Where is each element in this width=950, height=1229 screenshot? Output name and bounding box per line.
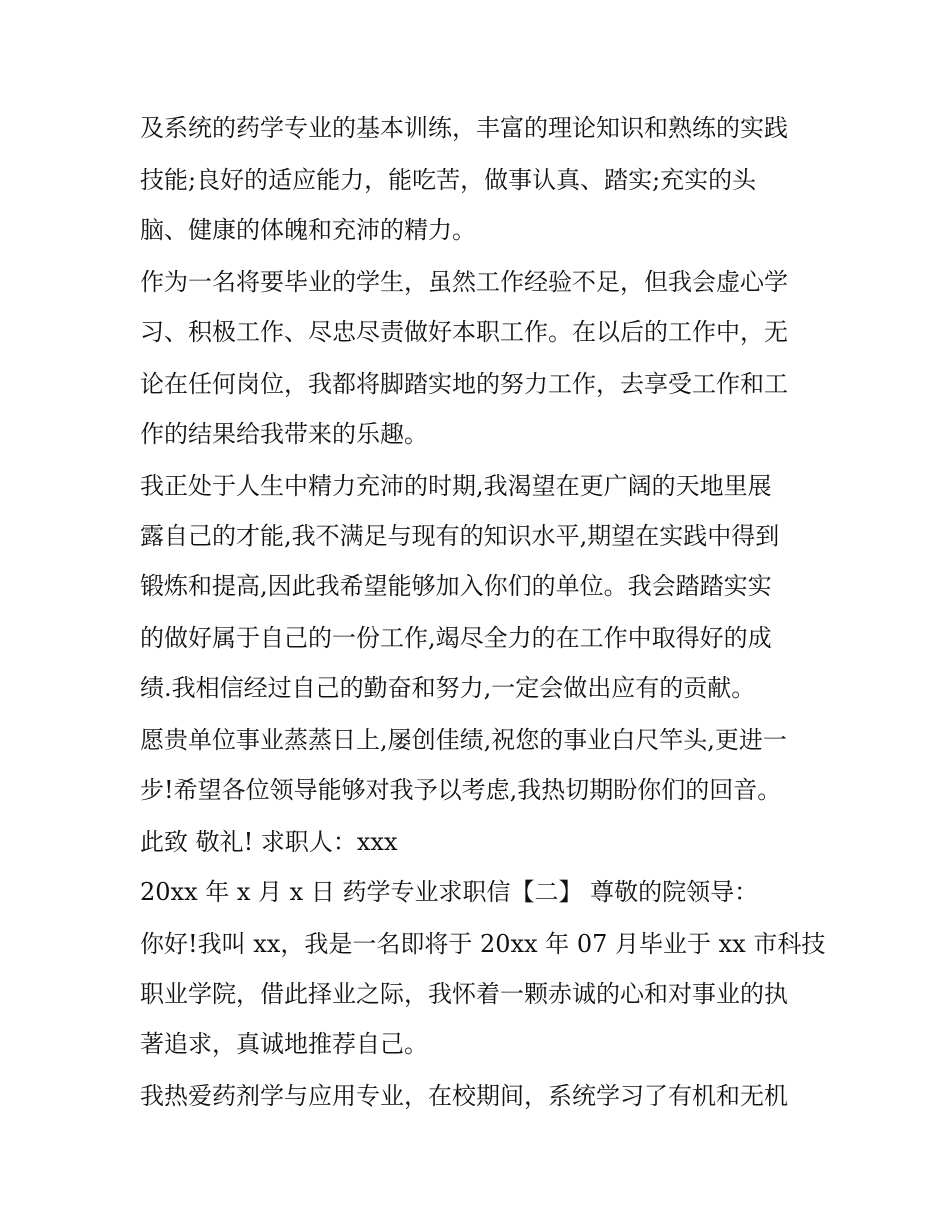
text-line: 步!希望各位领导能够对我予以考虑,我热切期盼你们的回音。: [140, 776, 782, 804]
text-line: 露自己的才能,我不满足与现有的知识水平,期望在实践中得到: [140, 522, 780, 550]
text-line: 作为一名将要毕业的学生，虽然工作经验不足，但我会虚心学: [140, 268, 788, 296]
text-line: 习、积极工作、尽忠尽责做好本职工作。在以后的工作中，无: [140, 318, 788, 346]
text-line: 的做好属于自己的一份工作,竭尽全力的在工作中取得好的成: [140, 624, 772, 652]
text-line: 职业学院，借此择业之际，我怀着一颗赤诚的心和对事业的执: [140, 980, 788, 1008]
text-line: 脑、健康的体魄和充沛的精力。: [140, 216, 476, 244]
text-line: 锻炼和提高,因此我希望能够加入你们的单位。我会踏踏实实: [140, 572, 772, 600]
text-line: 及系统的药学专业的基本训练，丰富的理论知识和熟练的实践: [140, 114, 788, 142]
text-line: 此致 敬礼! 求职人：xxx: [140, 828, 398, 856]
text-line: 作的结果给我带来的乐趣。: [140, 420, 428, 448]
text-line: 论在任何岗位，我都将脚踏实地的努力工作，去享受工作和工: [140, 370, 788, 398]
text-line: 愿贵单位事业蒸蒸日上,屡创佳绩,祝您的事业白尺竿头,更进一: [140, 726, 787, 754]
text-line: 绩.我相信经过自己的勤奋和努力,一定会做出应有的贡献。: [140, 674, 756, 702]
text-line: 我正处于人生中精力充沛的时期,我渴望在更广阔的天地里展: [140, 472, 772, 500]
text-line: 著追求，真诚地推荐自己。: [140, 1030, 428, 1058]
text-line: 20xx 年 x 月 x 日 药学专业求职信【二】 尊敬的院领导：: [140, 878, 759, 906]
text-line: 我热爱药剂学与应用专业，在校期间，系统学习了有机和无机: [140, 1082, 788, 1110]
text-line: 技能;良好的适应能力，能吃苦，做事认真、踏实;充实的头: [140, 166, 757, 194]
text-line: 你好!我叫 xx，我是一名即将于 20xx 年 07 月毕业于 xx 市科技: [140, 930, 826, 958]
